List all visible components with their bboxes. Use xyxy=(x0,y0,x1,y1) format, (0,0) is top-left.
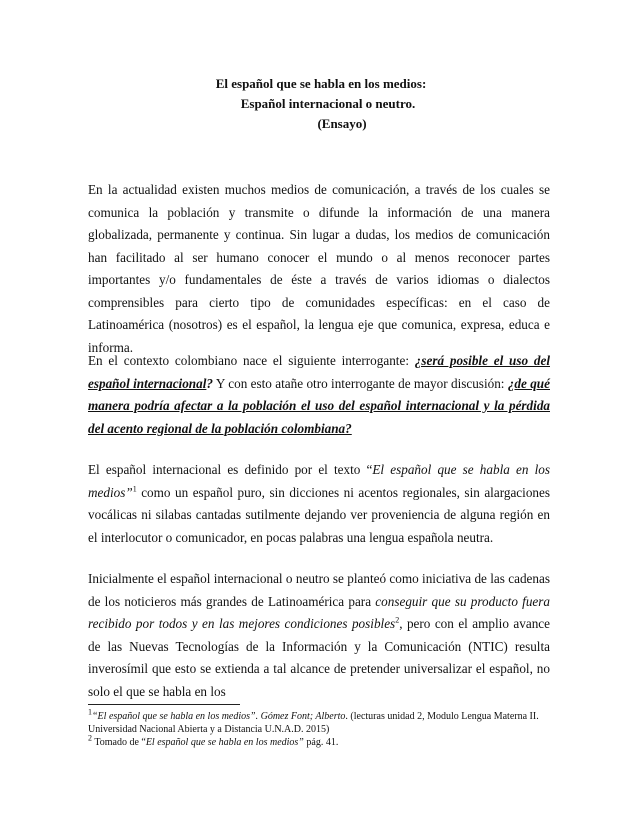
footnotes xyxy=(88,707,550,749)
footnote-2 xyxy=(88,733,550,749)
paragraph-1: En la actualidad existen muchos medios de comunicación, a través de los cuales se comunica la población y transmite o difunde la información de una manera globalizada, permanente y continua. Sin lugar a dudas, los medios de comunicación han facilitado al ser humano conocer el mundo o al menos reconocer partes importantes y/o fundamentales de éste a través de varios idiomas o dialectos comprensibles para cierto tipo de comunidades específicas: en el caso de Latinoamérica (nosotros) es el español, la lengua eje que comunica, expresa, educa e informa. xyxy=(88,182,550,355)
p2-question-2: ¿de qué manera podría afectar a la población el uso del español internacional y la pérdida del acento regional de la población colombiana? xyxy=(88,375,550,436)
footnote-1 xyxy=(88,707,550,736)
paragraph-3 xyxy=(88,459,550,549)
footnote-ref-2: 2 xyxy=(395,615,400,625)
footnote-2-prefix: Tomado de “ xyxy=(92,737,146,748)
footnote-separator xyxy=(88,704,240,705)
title-line-1: El español que se habla en los medios: xyxy=(215,76,427,91)
p3-text-a: El español internacional es definido por el texto “ xyxy=(88,462,373,477)
p4-text-c: , pero con el amplio avance de las Nuevas Tecnologías de la Información y la Comunicación (NTIC) resulta inverosímil que esto se extienda a tal alcance de pretender universalizar el español, no solo el que se habla en los xyxy=(88,616,550,699)
p2-question-1: ¿será posible el uso del español internacional xyxy=(88,353,550,391)
paragraph-4 xyxy=(88,568,550,703)
p4-citation: conseguir que su producto fuera recibido por todos y en las mejores condiciones posibles xyxy=(88,593,550,631)
footnote-2-source: El español que se habla en los medios” xyxy=(145,737,304,748)
footnote-2-number: 2 xyxy=(88,733,92,743)
footnote-2-page: pág. 41. xyxy=(303,737,339,748)
title-line-3: (Ensayo) xyxy=(317,116,367,131)
title-line-2: Español internacional o neutro. xyxy=(240,96,416,111)
footnote-1-details: . (lecturas unidad 2, Modulo Lengua Materna II. Universidad Nacional Abierta y a Distancia U.N.A.D. 2015) xyxy=(88,711,539,735)
footnote-ref-1: 1 xyxy=(132,484,137,494)
essay-title xyxy=(0,74,638,134)
p2-text-d: Y con esto atañe otro interrogante de mayor discusión: xyxy=(213,375,508,391)
footnote-1-source: “El español que se habla en los medios”. Gómez Font; Alberto xyxy=(92,711,346,722)
p2-text-a: En el contexto colombiano nace el siguiente interrogante: xyxy=(88,353,415,368)
p2-question-mark: ? xyxy=(206,375,213,391)
footnote-1-number: 1 xyxy=(88,707,92,717)
p3-text-c: como un español puro, sin dicciones ni acentos regionales, sin alargaciones vocálicas ni silabas cantadas sutilmente dejando ver proveniencia de alguna región en el interlocutor o comunicador, en pocas palabras una lengua española neutra. xyxy=(88,484,550,545)
p4-text-a: Inicialmente el español internacional o neutro se planteó como iniciativa de las cadenas de los noticieros más grandes de Latinoamérica para xyxy=(88,571,550,609)
p3-citation: El español que se habla en los medios” xyxy=(88,462,550,500)
paragraph-2 xyxy=(88,350,550,440)
